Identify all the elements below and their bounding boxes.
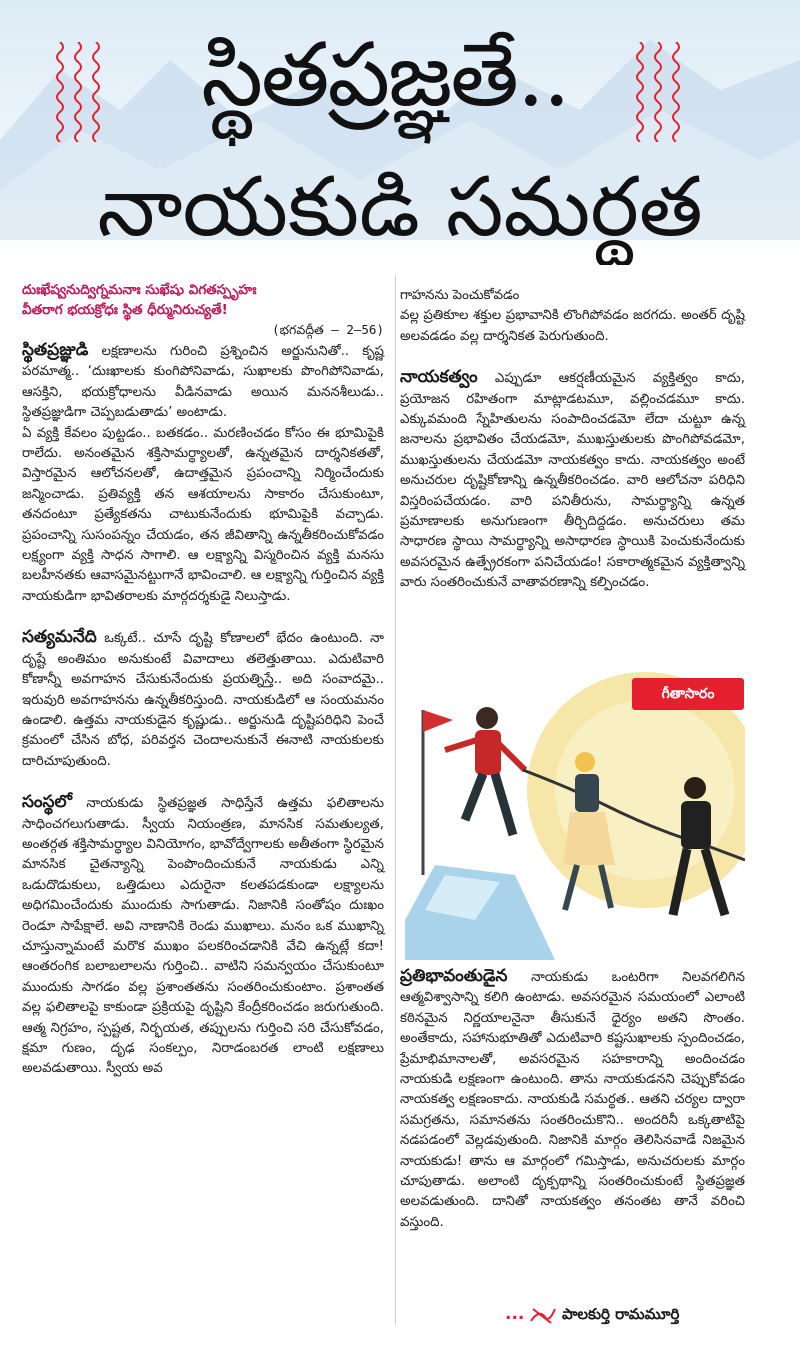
pen-signature-icon [529, 1305, 557, 1325]
paragraph-3-lead: సత్యమనేది [22, 627, 97, 648]
byline-dots: ... [505, 1304, 525, 1324]
paragraph-1-text: లక్షణాలను గురించి ప్రశ్నించిన అర్జునునితో.. కృష్ణ పరమాత్మ.. ‘దుఃఖాలకు కుంగిపోనివాడు, సుఖాలకు పొంగిపోనివాడు, ఆసక్తిని, భయక్రోధాలను వీడినవాడు అయిన మననశీలుడు.. స్థితప్రజ్ఞుడిగా చెప్పబడుతాడు’ అంటాడు. [22, 344, 384, 421]
talented-leader-lead: ప్రతిభావంతుడైన [400, 966, 508, 986]
talented-leader-text: నాయకుడు ఒంటరిగా నిలవగలిగిన ఆత్మవిశ్వాసాన్ని కలిగి ఉంటాడు. అవసరమైన సమయంలో ఎలాంటి కఠినమైన నిర్ణయాలనైనా తీసుకునే ధైర్యం అతని సొంతం. అంతేకాదు, సహానుభూతితో ఎదుటివారి కష్టసుఖాలకు స్పందించడం, ప్రేమాభిమానాలతో, అవసరమైన సహకారాన్ని అందించడం నాయకుడి లక్షణంగా ఉంటుంది. తాను నాయకుడనని చెప్పుకోవడం నాయకత్వ లక్షణంకాదు. నాయకుడి సమర్థత.. ఆతని చర్యల ద్వారా సమగ్రతను, సమానతను సంతరించుకొని.. అందరినీ ఒక్కతాటిపై నడపడంలో వెల్లడవుతుంది. నిజానికి మార్గం తెలిసినవాడే నిజమైన నాయకుడు! తాను ఆ మార్గంలో గమిస్తాడు, అనుచరులకు మార్గం చూపుతాడు. అలాంటి దృక్పథాన్ని సంతరించుకుంటే స్థితప్రజ్ఞత అలవడుతుంది. దానితో నాయకత్వం తనంతట తానే వరించి వస్తుంది. [400, 970, 745, 1230]
paragraph-4-text: నాయకుడు స్థితప్రజ్ఞత సాధిస్తేనే ఉత్తమ ఫలితాలను సాధించగలుగుతాడు. స్వీయ నియంత్రణ, మానసిక సమతుల్యత, అంతర్గత శక్తిసామర్థ్యాల వినియోగం, భావోద్వేగాలకు అతీతంగా స్థిరమైన మానసిక చైతన్యాన్ని పెంపొందించుకునే నాయకుడు ఎన్ని ఒడుదొడుకులు, ఒత్తిడులు ఎదురైనా కలతపడకుండా లక్ష్యాలను అధిగమించేందుకు ముందుకు సాగుతాడు. నిజానికి సంతోషం దుఃఖం రెండూ సాపేక్షాలే. అవి నాణానికి రెండు ముఖాలు. మనం ఒక ముఖాన్ని చూస్తున్నామంటే మరొక ముఖం పలకరించడానికి వేచి ఉన్నట్లే కదా! ఆంతరంగిక బలాబలాలను గుర్తించి.. వాటిని సమన్వయం చేసుకుంటూ ముందుకు సాగడం వల్ల ప్రశాంతతను సంతరించుకుంటాం. ప్రశాంతత వల్ల ఫలితాలపై కాకుండా ప్రక్రియపై దృష్టిని కేంద్రీకరించడం జరుగుతుంది. ఆత్మ నిగ్రహం, స్పష్టత, నిర్భయత, తప్పులను గుర్తించి సరి చేసుకోవడం, క్షమా గుణం, దృఢ సంకల్పం, నిరాడంబరత లాంటి లక్షణాలు అలవడుతాయి. స్వీయ అవ [22, 796, 384, 1077]
leadership-text: ఎప్పుడూ ఆకర్షణీయమైన వ్యక్తిత్వం కాదు, ప్రయోజన రహితంగా మాట్లాడటమూ, వల్లించడమూ కాదు. ఎక్కువమంది స్నేహితులను సంపాదించడమో లేదా చుట్టూ ఉన్న జనాలను ప్రభావితం చేయడమో, ముఖస్తుతులకు పొంగిపోవడమో, ముఖస్తుతులను చేయడమో నాయకత్వం కాదు. నాయకత్వం అంటే అనుచరుల దృష్టికోణాన్ని ఉన్నతీకరించడం. వారి ఆలోచనా పరిధిని విస్తరింపచేయడం. వారి పనితీరును, సామర్థ్యాన్ని ఉన్నత ప్రమాణాలకు అనుగుణంగా తీర్చిదిద్దడం. అనుచరులు తమ సాధారణ స్థాయి సామర్థ్యాన్ని అసాధారణ స్థాయికి పెంచుకునేందుకు అవసరమైన ఉత్ప్రేరకంగా పనిచేయడం! సకారాత్మకమైన వ్యక్తిత్వాన్ని వారు సంతరించుకునే వాతావరణాన్ని కల్పించడం. [400, 371, 745, 591]
column-divider [395, 275, 396, 1325]
talented-leader-paragraph [400, 966, 745, 1233]
paragraph-4 [22, 792, 384, 1080]
left-column [22, 280, 384, 1080]
shloka-reference: (భగవద్గీత – 2–56) [272, 322, 384, 337]
right-column-top [400, 286, 745, 594]
leadership-paragraph [400, 367, 745, 593]
decorative-squiggle-right-icon [632, 42, 692, 142]
paragraph-1 [22, 340, 384, 424]
headline-line1: స్థితప్రజ్ఞతే.. [201, 23, 569, 126]
paragraph-3 [22, 627, 384, 772]
author-name: పాలకుర్తి రామమూర్తి [561, 1305, 680, 1323]
shloka-line1: దుఃఖేష్వనుద్విగ్నమనాః సుఖేషు విగతస్పృహః [22, 282, 257, 298]
paragraph-2: ఏ వ్యక్తి కేవలం పుట్టడం.. బతకడం.. మరణించడం కోసం ఈ భూమిపైకి రాలేదు. అనంతమైన శక్తిసామర్థ్యాలతో, ఉన్నతమైన దార్శనికతతో, విస్తారమైన ఆలోచనలతో, ఉదాత్తమైన ప్రపంచాన్ని నిర్మించేందుకు జన్మించాడు. ప్రతివ్యక్తి తన ఆశయాలను సాకారం చేసుకుంటూ, తనదంటూ ప్రత్యేకతను చాటుకునేందుకు భూమిపైకి వచ్చాడు. ప్రపంచాన్ని సుసంపన్నం చేయడం, తన జీవితాన్ని ఉన్నతీకరించుకోవడం లక్ష్యంగా వ్యక్తి సాధన సాగాలి. ఆ లక్ష్యాన్ని విస్మరించిన వ్యక్తి మనసు బలహీనతకు ఆవాసమైనట్టుగానే భావించాలి. ఆ లక్ష్యాన్ని గుర్తించిన వ్యక్తి నాయకుడిగా భావితరాలకు మార్గదర్శకుడై నిలుస్తాడు. [22, 425, 384, 604]
headline-line2: నాయకుడి సమర్థత [97, 160, 703, 255]
author-byline [505, 1297, 745, 1331]
leadership-illustration [405, 670, 745, 960]
paragraph-3-text: ఒక్కటే.. చూసే దృష్టి కోణాలలో భేదం ఉంటుంది. నా దృష్టే అంతిమం అనుకుంటే వివాదాలు తలెత్తుతాయి. ఎదుటివారి కోణాన్నీ అవగాహన చేసుకునేందుకు ప్రయత్నిస్తే.. అది సంవాదమై.. ఇరువురి అవగాహనను ఉన్నతీకరిస్తుంది. నాయకుడిలో ఆ సంయమనం ఉండాలి. ఉత్తమ నాయకుడైన కృష్ణుడు.. అర్జునుడి దృష్టిపరిధిని పెంచే క్రమంలో చేసిన బోధ, పరివర్తన చెందాలనుకునే ఈనాటి నాయకులకు దారిచూపుతుంది. [22, 631, 384, 769]
paragraph-1-lead: స్థితప్రజ్ఞుడి [22, 340, 89, 360]
continuation-paragraph: వల్ల ప్రతికూల శక్తుల ప్రభావానికి లొంగిపోవడం జరగదు. అంతర్ దృష్టి అలవడడం వల్ల దార్శనికత పెరుగుతుంది. [400, 308, 745, 344]
leadership-lead: నాయకత్వం [400, 367, 478, 388]
shloka-line2: వీతరాగ భయక్రోధః స్థిత ధీర్మునిరుచ్యతే! [22, 302, 228, 318]
header-banner [0, 0, 800, 265]
right-column-bottom [400, 966, 745, 1233]
decorative-squiggle-left-icon [52, 42, 112, 142]
gitasaram-badge: గీతాసారం [632, 678, 744, 710]
continuation-line: గాహనను పెంచుకోవడం [400, 288, 520, 303]
paragraph-4-lead: సంస్థలో [22, 792, 72, 813]
